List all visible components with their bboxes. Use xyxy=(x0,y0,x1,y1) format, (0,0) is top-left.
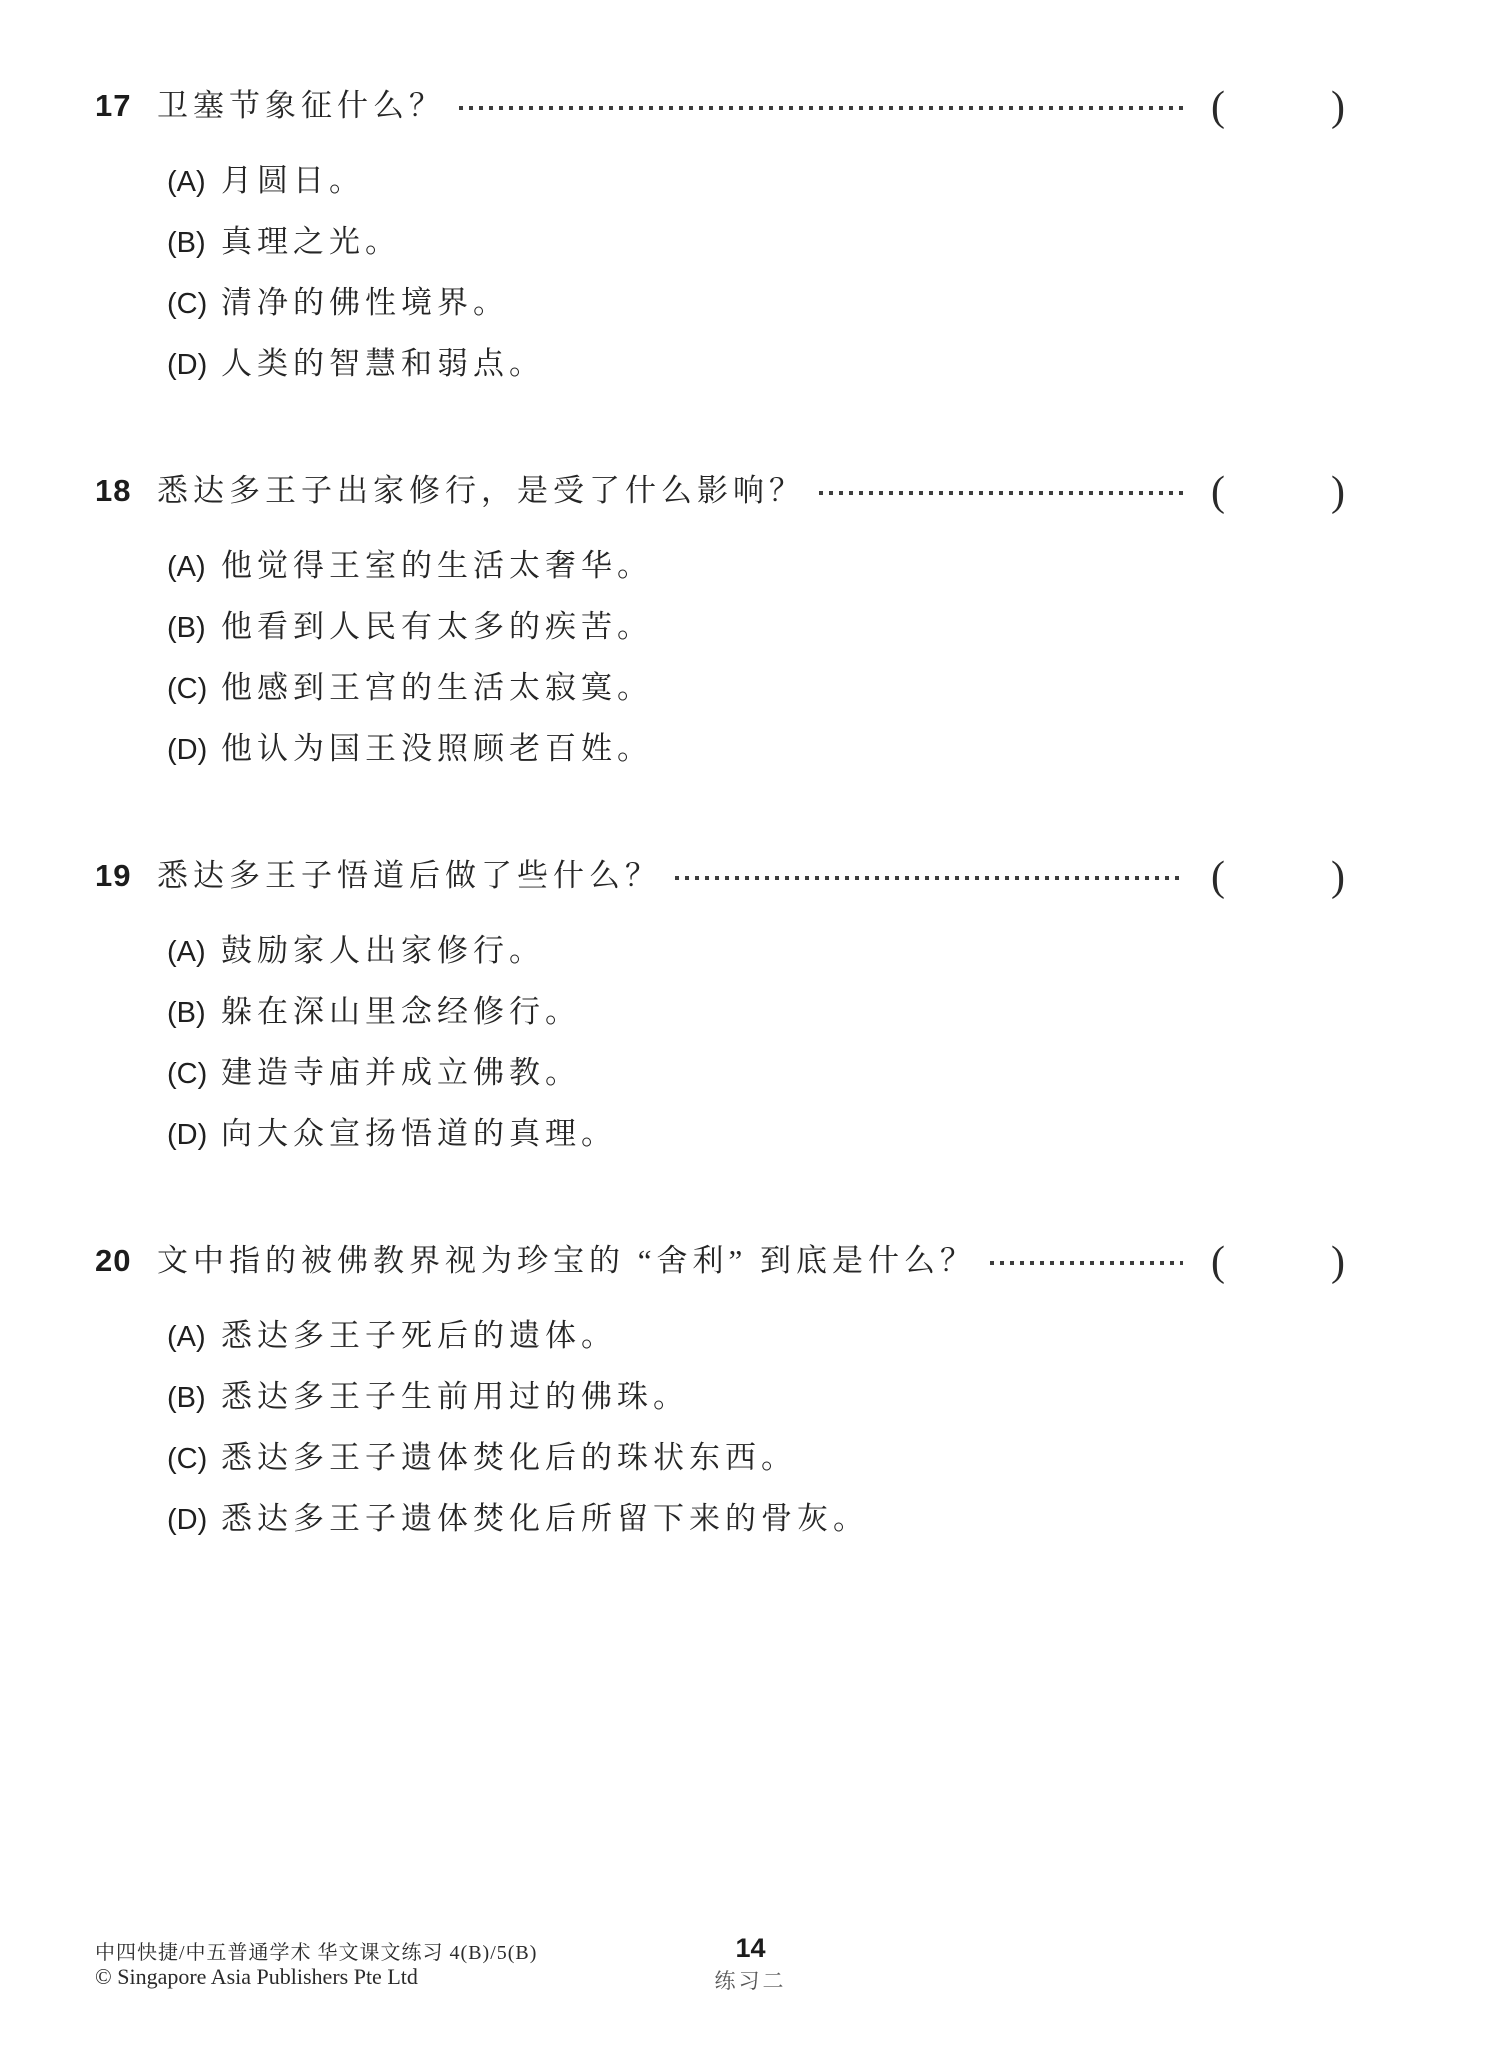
question-block-18 xyxy=(95,465,1345,780)
question-line xyxy=(95,80,1345,129)
question-block-19 xyxy=(95,850,1345,1165)
answer-brackets xyxy=(1211,854,1345,900)
option-text: 他感到王宫的生活太寂寞。 xyxy=(221,670,653,705)
options-list xyxy=(167,151,1345,395)
option-label: (C) xyxy=(167,1058,208,1090)
options-list xyxy=(167,536,1345,780)
option-row xyxy=(167,658,1345,719)
question-block-20 xyxy=(95,1235,1345,1550)
option-text: 悉达多王子死后的遗体。 xyxy=(221,1318,617,1353)
option-row xyxy=(167,982,1345,1043)
open-paren: ( xyxy=(1211,1239,1225,1285)
question-text: 悉达多王子出家修行，是受了什么影响？ xyxy=(157,473,805,508)
option-label: (B) xyxy=(167,227,206,259)
option-text: 他觉得王室的生活太奢华。 xyxy=(221,548,653,583)
option-label: (D) xyxy=(167,1504,208,1536)
option-label: (A) xyxy=(167,936,206,968)
footer-series-title: 中四快捷/中五普通学术 华文课文练习 4(B)/5(B) xyxy=(95,1942,538,1964)
open-paren: ( xyxy=(1211,469,1225,515)
footer-publication-info xyxy=(95,1941,537,1989)
option-label: (B) xyxy=(167,612,206,644)
close-paren: ) xyxy=(1331,84,1345,130)
option-label: (C) xyxy=(167,673,208,705)
option-text: 月圆日。 xyxy=(221,163,365,198)
question-line xyxy=(95,1235,1345,1284)
dotted-leader xyxy=(990,1261,1183,1265)
answer-brackets xyxy=(1211,1239,1345,1285)
option-label: (D) xyxy=(167,734,208,766)
answer-brackets xyxy=(1211,469,1345,515)
option-label: (C) xyxy=(167,288,208,320)
footer-page-indicator xyxy=(715,1934,787,1995)
option-row xyxy=(167,334,1345,395)
option-text: 悉达多王子遗体焚化后所留下来的骨灰。 xyxy=(221,1501,869,1536)
question-text: 文中指的被佛教界视为珍宝的 “舍利” 到底是什么？ xyxy=(157,1243,977,1278)
question-line xyxy=(95,465,1345,514)
dotted-leader xyxy=(819,491,1183,495)
answer-brackets xyxy=(1211,84,1345,130)
option-label: (D) xyxy=(167,349,208,381)
option-label: (D) xyxy=(167,1119,208,1151)
option-label: (A) xyxy=(167,551,206,583)
option-row xyxy=(167,597,1345,658)
question-text: 悉达多王子悟道后做了些什么？ xyxy=(157,858,661,893)
option-text: 躲在深山里念经修行。 xyxy=(221,994,581,1029)
option-row xyxy=(167,151,1345,212)
option-row xyxy=(167,719,1345,780)
option-row xyxy=(167,1428,1345,1489)
option-text: 真理之光。 xyxy=(221,224,401,259)
question-number: 17 xyxy=(95,88,132,123)
question-number: 19 xyxy=(95,858,132,893)
option-row xyxy=(167,1489,1345,1550)
option-label: (A) xyxy=(167,1321,206,1353)
open-paren: ( xyxy=(1211,854,1225,900)
option-label: (A) xyxy=(167,166,206,198)
question-block-17 xyxy=(95,80,1345,395)
option-row xyxy=(167,1043,1345,1104)
dotted-leader xyxy=(459,106,1183,110)
option-text: 向大众宣扬悟道的真理。 xyxy=(221,1116,617,1151)
exercise-label: 练习二 xyxy=(714,1969,787,1993)
option-row xyxy=(167,273,1345,334)
footer-copyright: © Singapore Asia Publishers Pte Ltd xyxy=(95,1964,418,1989)
option-row xyxy=(167,536,1345,597)
option-text: 建造寺庙并成立佛教。 xyxy=(221,1055,581,1090)
option-text: 悉达多王子遗体焚化后的珠状东西。 xyxy=(221,1440,797,1475)
options-list xyxy=(167,921,1345,1165)
option-text: 鼓励家人出家修行。 xyxy=(221,933,545,968)
close-paren: ) xyxy=(1331,854,1345,900)
option-row xyxy=(167,1306,1345,1367)
option-row xyxy=(167,212,1345,273)
question-number: 18 xyxy=(95,473,132,508)
page-number: 14 xyxy=(735,1933,766,1963)
option-label: (B) xyxy=(167,997,206,1029)
dotted-leader xyxy=(675,876,1183,880)
option-text: 悉达多王子生前用过的佛珠。 xyxy=(221,1379,689,1414)
option-row xyxy=(167,1104,1345,1165)
option-text: 人类的智慧和弱点。 xyxy=(221,346,545,381)
close-paren: ) xyxy=(1331,469,1345,515)
options-list xyxy=(167,1306,1345,1550)
option-row xyxy=(167,921,1345,982)
option-text: 他看到人民有太多的疾苦。 xyxy=(221,609,653,644)
question-line xyxy=(95,850,1345,899)
question-text: 卫塞节象征什么？ xyxy=(157,88,445,123)
close-paren: ) xyxy=(1331,1239,1345,1285)
option-label: (C) xyxy=(167,1443,208,1475)
question-number: 20 xyxy=(95,1243,132,1278)
option-row xyxy=(167,1367,1345,1428)
option-text: 清净的佛性境界。 xyxy=(221,285,509,320)
option-label: (B) xyxy=(167,1382,206,1414)
option-text: 他认为国王没照顾老百姓。 xyxy=(221,731,653,766)
open-paren: ( xyxy=(1211,84,1225,130)
